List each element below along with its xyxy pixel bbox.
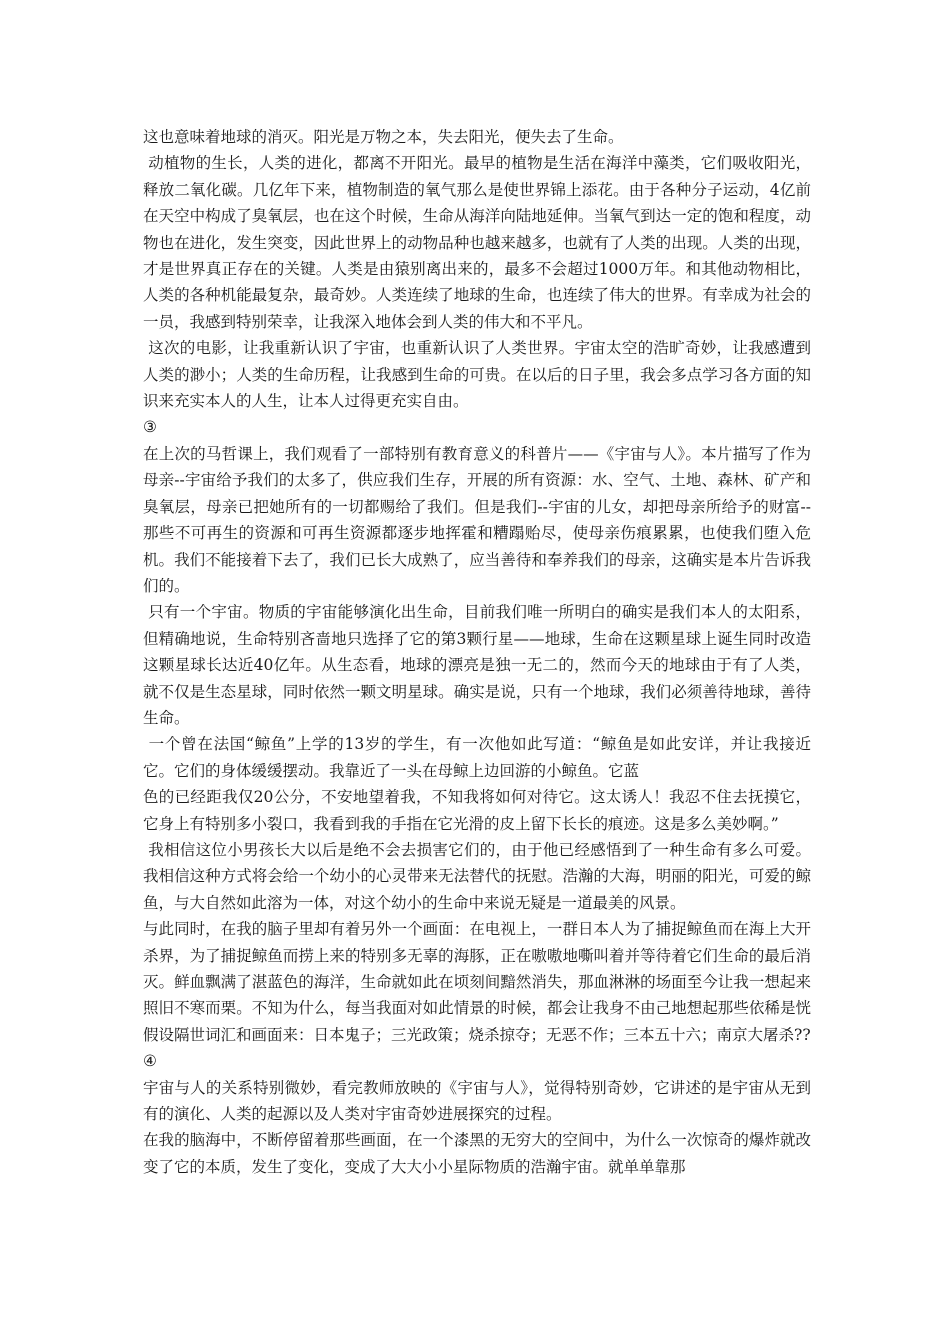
document-body — [143, 124, 811, 1180]
paragraph-sunlight-end: 这也意味着地球的消灭。阳光是万物之本，失去阳光，便失去了生命。 — [143, 128, 624, 146]
section-marker-4: ④ — [143, 1052, 157, 1071]
paragraph-movie-reflection: 这次的电影，让我重新认识了宇宙，也重新认识了人类世界。宇宙太空的浩旷奇妙，让我感遭到人类的渺小；人类的生命历程，让我感到生命的可贵。在以后的日子里，我会多点学习各方面的知识来充实本人的人生，让本人过得更充实自由。 — [143, 339, 811, 411]
paragraph-universe-and-man: 宇宙与人的关系特别微妙，看完教师放映的《宇宙与人》，觉得特别奇妙，它讲述的是宇宙从无到有的演化、人类的起源以及人类对宇宙奇妙进展探究的过程。 — [143, 1078, 811, 1124]
paragraph-mother-universe: 在上次的马哲课上，我们观看了一部特别有教育意义的科普片——《宇宙与人》。本片描写了作为母亲--宇宙给予我们的太多了，供应我们生存，开展的所有资源：水、空气、土地、森林、矿产和臭氧层，母亲已把她所有的一切都赐给了我们。但是我们--宇宙的儿女，却把母亲所给予的财富--那些不可再生的资源和可再生资源都逐步地挥霍和糟蹋贻尽，使母亲伤痕累累，也使我们堕入危机。我们不能接着下去了，我们已长大成熟了，应当善待和奉养我们的母亲，这确实是本片告诉我们的。 — [143, 444, 811, 595]
paragraph-another-picture: 与此同时，在我的脑子里却有着另外一个画面：在电视上，一群日本人为了捕捉鲸鱼而在海上大开杀界，为了捕捉鲸鱼而捞上来的特别多无辜的海豚，正在嗷嗷地嘶叫着并等待着它们生命的最后消灭。鲜血飘满了湛蓝色的海洋，生命就如此在顷刻间黯然消失，那血淋淋的场面至今让我一想起来照旧不寒而栗。不知为什么，每当我面对如此情景的时候，都会让我身不由己地想起那些依稀是恍假设隔世词汇和画面来：日本鬼子；三光政策；烧杀掠夺；无恶不作；三本五十六；南京大屠杀?? — [143, 920, 811, 1044]
paragraph-evolution: 动植物的生长，人类的进化，都离不开阳光。最早的植物是生活在海洋中藻类，它们吸收阳光，释放二氧化碳。几亿年下来，植物制造的氧气那么是使世界锦上添花。由于各种分子运动，4亿前在天空中构成了臭氧层，也在这个时候，生命从海洋向陆地延伸。当氧气到达一定的饱和程度，动物也在进化，发生突变，因此世界上的动物品种也越来越多，也就有了人类的出现。人类的出现，才是世界真正存在的关键。人类是由猿别离出来的，最多不会超过1000万年。和其他动物相比，人类的各种机能最复杂，最奇妙。人类连续了地球的生命，也连续了伟大的世界。有幸成为社会的一员，我感到特别荣幸，让我深入地体会到人类的伟大和不平凡。 — [143, 154, 811, 331]
paragraph-boy-belief: 我相信这位小男孩长大以后是绝不会去损害它们的，由于他已经感悟到了一种生命有多么可爱。我相信这种方式将会给一个幼小的心灵带来无法替代的抚慰。浩瀚的大海，明丽的阳光，可爱的鲸鱼，与大自然如此溶为一体，对这个幼小的生命中来说无疑是一道最美的风景。 — [143, 840, 811, 912]
section-marker-3: ③ — [143, 418, 157, 437]
paragraph-whale-student: 一个曾在法国“鲸鱼”上学的13岁的学生，有一次他如此写道：“鲸鱼是如此安详，并让我接近它。它们的身体缓缓摆动。我靠近了一头在母鲸上边回游的小鲸鱼。它蓝 色的已经距我仅20公分，不安地望着我，不知我将如何对待它。这太诱人！我忍不住去抚摸它，它身上有特别多小裂口，我看到我的手指在它光滑的皮上留下长长的痕迹。这是多么美妙啊。” — [143, 735, 811, 833]
paragraph-only-one-universe: 只有一个宇宙。物质的宇宙能够演化出生命，目前我们唯一所明白的确实是我们本人的太阳系，但精确地说，生命特别吝啬地只选择了它的第3颗行星——地球，生命在这颗星球上诞生同时改造这颗星球长达近40亿年。从生态看，地球的漂亮是独一无二的，然而今天的地球由于有了人类，就不仅是生态星球，同时依然一颗文明星球。确实是说，只有一个地球，我们必须善待地球，善待生命。 — [143, 603, 811, 727]
paragraph-mind-images: 在我的脑海中，不断停留着那些画面，在一个漆黑的无穷大的空间中，为什么一次惊奇的爆炸就改变了它的本质，发生了变化，变成了大大小小星际物质的浩瀚宇宙。就单单靠那 — [143, 1131, 811, 1176]
